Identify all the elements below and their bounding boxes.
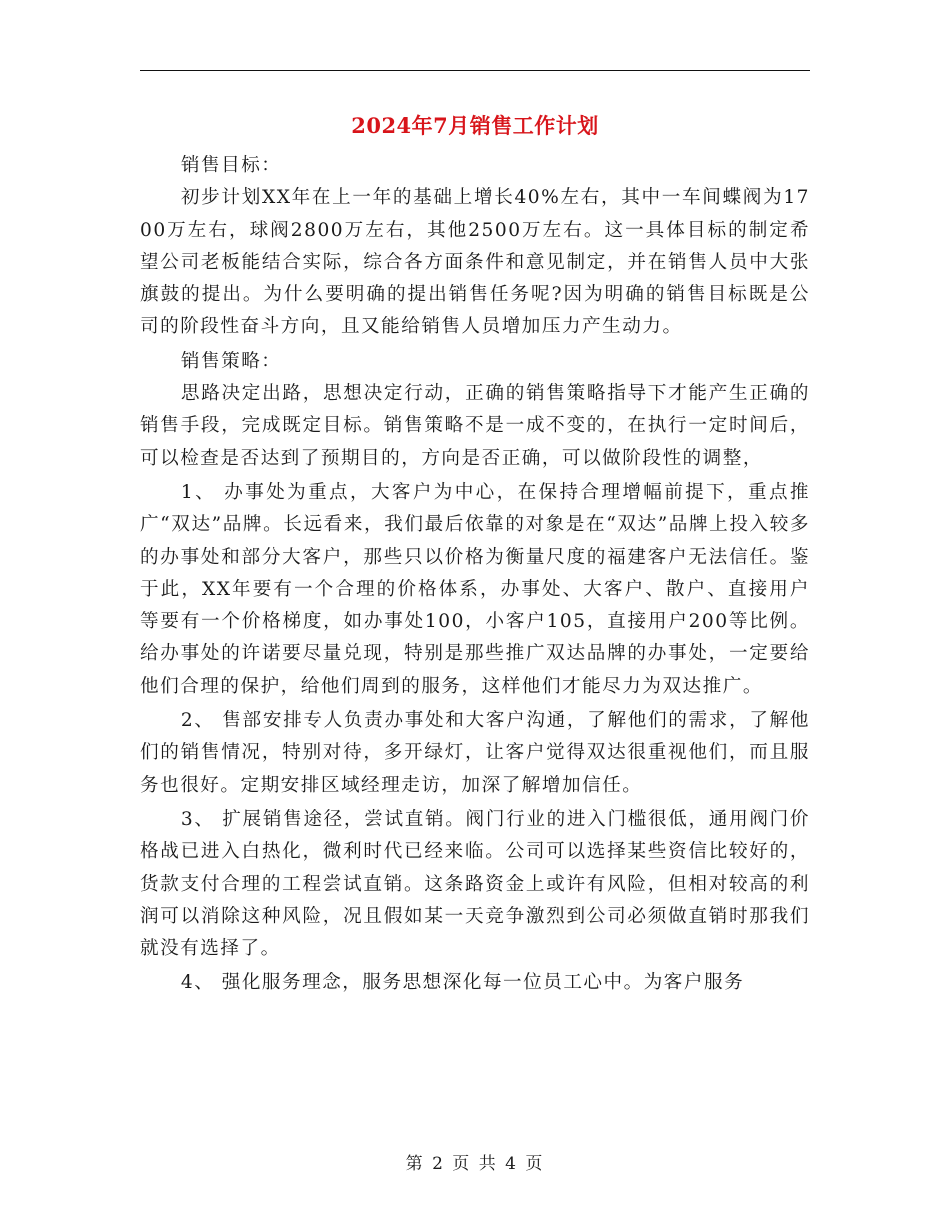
paragraph-item-2: 2、 售部安排专人负责办事处和大客户沟通，了解他们的需求，了解他们的销售情况，特别对待，多开绿灯，让客户觉得双达很重视他们，而且服务也很好。定期安排区域经理走访，加深了解增加信任。 [140,710,810,796]
document-body [140,148,810,1000]
document-title: 2024年7月销售工作计划 [351,113,599,138]
paragraph-sales-goal: 初步计划XX年在上一年的基础上增长40%左右，其中一车间蝶阀为1700万左右，球阀2800万左右，其他2500万左右。这一具体目标的制定希望公司老板能结合实际，综合各方面条件和意见制定，并在销售人员中大张旗鼓的提出。为什么要明确的提出销售任务呢?因为明确的销售目标既是公司的阶段性奋斗方向，且又能给销售人员增加压力产生动力。 [140,187,810,338]
paragraph-item-1: 1、 办事处为重点，大客户为中心，在保持合理增幅前提下，重点推广“双达”品牌。长远看来，我们最后依靠的对象是在“双达”品牌上投入较多的办事处和部分大客户，那些只以价格为衡量尺度的福建客户无法信任。鉴于此，XX年要有一个合理的价格体系，办事处、大客户、散户、直接用户等要有一个价格梯度，如办事处100，小客户105，直接用户200等比例。给办事处的许诺要尽量兑现，特别是那些推广双达品牌的办事处，一定要给他们合理的保护，给他们周到的服务，这样他们才能尽力为双达推广。 [140,481,810,697]
paragraph-item-4: 4、 强化服务理念，服务思想深化每一位员工心中。为客户服务 [180,972,745,994]
paragraph-sales-strategy-heading: 销售策略： [180,350,282,372]
header-rule [140,70,810,71]
paragraph-item-3: 3、 扩展销售途径，尝试直销。阀门行业的进入门槛很低，通用阀门价格战已进入白热化，微利时代已经来临。公司可以选择某些资信比较好的，货款支付合理的工程尝试直销。这条路资金上或许有风险，但相对较高的利润可以消除这种风险，况且假如某一天竞争激烈到公司必须做直销时那我们就没有选择了。 [140,808,810,960]
paragraph-sales-goal-heading: 销售目标： [180,155,282,176]
page-number: 第 2 页 共 4 页 [405,1154,545,1174]
paragraph-sales-strategy: 思路决定出路，思想决定行动，正确的销售策略指导下才能产生正确的销售手段，完成既定目标。销售策略不是一成不变的，在执行一定时间后，可以检查是否达到了预期目的，方向是否正确，可以做阶段性的调整， [140,383,810,469]
